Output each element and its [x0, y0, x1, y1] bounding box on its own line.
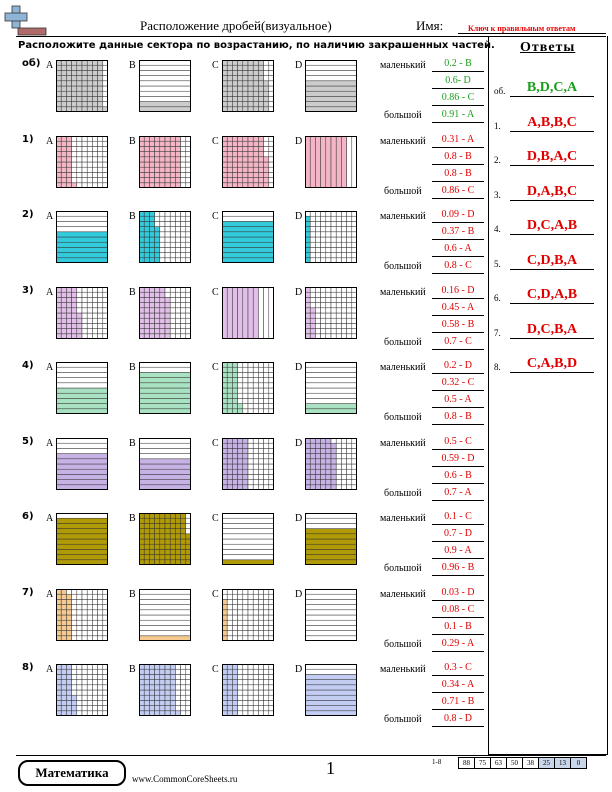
answer-value[interactable]: D,C,A,B [510, 218, 594, 235]
answer-number: 3. [494, 189, 501, 200]
grid-letter: A [46, 664, 54, 675]
name-field[interactable] [458, 33, 606, 34]
fraction-grid [56, 211, 108, 263]
order-answer[interactable]: 0.8 - D [432, 712, 484, 727]
grid-letter: A [46, 588, 54, 600]
answer-number: 8. [494, 362, 501, 372]
fraction-grid [222, 362, 274, 414]
problem-number: 5) [22, 435, 34, 447]
answer-value[interactable]: A,B,B,C [510, 115, 594, 132]
fraction-grid [222, 211, 274, 263]
answer-number: 4. [494, 224, 501, 234]
fraction-grid [305, 664, 357, 716]
order-answer[interactable]: 0.7 - C [432, 335, 484, 350]
fraction-grid [139, 136, 191, 188]
answer-value[interactable]: D,B,A,C [510, 149, 594, 166]
label-small: маленький [380, 135, 426, 147]
problem-number: 6) [22, 511, 34, 522]
order-answer[interactable]: 0.71 - B [432, 695, 484, 710]
score-cell: 13 [554, 757, 571, 769]
order-answer[interactable]: 0.29 - A [432, 637, 484, 652]
instructions: Расположите данные сектора по возрастанию, по наличию закрашенных частей. [18, 40, 495, 51]
fraction-grid [56, 513, 108, 565]
label-large: большой [384, 563, 422, 574]
problem-number: 1) [22, 133, 34, 145]
answer-value[interactable]: C,A,B,D [510, 356, 594, 373]
grid-letter: D [295, 437, 303, 449]
grid-letter: C [212, 211, 219, 222]
order-answer[interactable]: 0.7 - A [432, 486, 484, 501]
fraction-grid [305, 136, 357, 188]
grid-letter: C [212, 437, 219, 449]
fraction-grid [305, 362, 357, 414]
order-answer[interactable]: 0.8 - B [432, 167, 484, 182]
label-large: большой [384, 261, 422, 272]
label-large: большой [384, 487, 422, 499]
label-large: большой [384, 336, 422, 348]
label-small: маленький [380, 513, 426, 524]
fraction-grid [139, 287, 191, 339]
order-answer[interactable]: 0.2 - B [432, 57, 484, 72]
grid-letter: A [46, 513, 54, 524]
label-large: большой [384, 110, 422, 121]
answer-value[interactable]: C,D,A,B [510, 287, 594, 304]
score-range-label: 1-8 [432, 758, 442, 766]
fraction-grid [139, 664, 191, 716]
order-answer[interactable]: 0.5 - C [432, 435, 484, 450]
order-answer[interactable]: 0.31 - A [432, 133, 484, 148]
fraction-grid [305, 438, 357, 490]
order-answer[interactable]: 0.09 - D [432, 208, 484, 223]
fraction-grid [139, 589, 191, 641]
fraction-grid [139, 438, 191, 490]
grid-letter: B [129, 60, 136, 71]
label-small: маленький [380, 664, 426, 675]
grid-letter: B [129, 211, 136, 222]
fraction-grid [305, 60, 357, 112]
fraction-grid [305, 589, 357, 641]
order-answer[interactable]: 0.8 - C [432, 259, 484, 274]
grid-letter: A [46, 437, 54, 449]
answer-value[interactable]: D,C,B,A [510, 322, 594, 339]
grid-letter: C [212, 664, 219, 675]
fraction-grid [139, 211, 191, 263]
problem-number: 8) [22, 662, 34, 673]
grid-letter: C [212, 362, 219, 373]
fraction-grid [222, 438, 274, 490]
bottom-divider [16, 755, 606, 756]
grid-letter: A [46, 60, 54, 71]
fraction-grid [56, 287, 108, 339]
grid-letter: C [212, 588, 219, 600]
fraction-grid [56, 60, 108, 112]
grid-letter: B [129, 135, 136, 147]
order-answer[interactable]: 0.8 - B [432, 150, 484, 165]
answer-number: 7. [494, 327, 501, 338]
label-large: большой [384, 185, 422, 197]
problem-number: об) [22, 58, 41, 69]
order-answer[interactable]: 0.59 - D [432, 452, 484, 467]
order-answer[interactable]: 0.6- D [432, 74, 484, 89]
label-small: маленький [380, 286, 426, 298]
answer-value[interactable]: D,A,B,C [510, 184, 594, 201]
fraction-grid [222, 60, 274, 112]
problem-number: 2) [22, 209, 34, 220]
label-small: маленький [380, 437, 426, 449]
fraction-grid [222, 513, 274, 565]
order-answer[interactable]: 0.6 - A [432, 242, 484, 257]
order-answer[interactable]: 0.58 - B [432, 318, 484, 333]
fraction-grid [56, 136, 108, 188]
label-small: маленький [380, 362, 426, 373]
grid-letter: D [295, 60, 303, 71]
grid-letter: D [295, 588, 303, 600]
grid-letter: C [212, 513, 219, 524]
fraction-grid [139, 362, 191, 414]
order-answer[interactable]: 0.91 - A [432, 108, 484, 123]
answer-number: 2. [494, 155, 501, 165]
order-answer[interactable]: 0.2 - D [432, 359, 484, 374]
score-cell: 38 [522, 757, 539, 769]
label-small: маленький [380, 211, 426, 222]
grid-letter: C [212, 60, 219, 71]
answer-key-label: Ключ к правильным ответам [468, 24, 576, 33]
score-cell: 25 [538, 757, 555, 769]
order-answer[interactable]: 0.6 - B [432, 469, 484, 484]
answer-number: 5. [494, 258, 501, 269]
page-number: 1 [326, 758, 335, 778]
order-answer[interactable]: 0.96 - B [432, 561, 484, 576]
order-answer[interactable]: 0.34 - A [432, 678, 484, 693]
order-answer[interactable]: 0.9 - A [432, 544, 484, 559]
grid-letter: C [212, 135, 219, 147]
score-cell: 88 [458, 757, 475, 769]
fraction-grid [222, 136, 274, 188]
label-small: маленький [380, 60, 426, 71]
fraction-grid [305, 513, 357, 565]
fraction-grid [222, 589, 274, 641]
grid-letter: A [46, 362, 54, 373]
score-cell: 75 [474, 757, 491, 769]
grid-letter: C [212, 286, 219, 298]
fraction-grid [305, 287, 357, 339]
label-large: большой [384, 412, 422, 423]
fraction-grid [222, 287, 274, 339]
order-answer[interactable]: 0.3 - C [432, 661, 484, 676]
site-url: www.CommonCoreSheets.ru [132, 774, 238, 784]
order-answer[interactable]: 0.1 - C [432, 510, 484, 525]
grid-letter: B [129, 513, 136, 524]
fraction-grid [305, 211, 357, 263]
grid-letter: D [295, 286, 303, 298]
label-large: большой [384, 714, 422, 725]
grid-letter: B [129, 286, 136, 298]
label-small: маленький [380, 588, 426, 600]
grid-letter: B [129, 362, 136, 373]
grid-letter: B [129, 588, 136, 600]
site-logo [4, 4, 48, 38]
answer-value[interactable]: C,D,B,A [510, 253, 594, 270]
fraction-grid [56, 589, 108, 641]
page-title: Расположение дробей(визуальное) [140, 18, 332, 33]
score-cell: 50 [506, 757, 523, 769]
order-answer[interactable]: 0.03 - D [432, 586, 484, 601]
problem-number: 3) [22, 284, 34, 296]
answer-number: 1. [494, 120, 501, 131]
score-cell: 63 [490, 757, 507, 769]
grid-letter: B [129, 437, 136, 449]
brand-badge: Математика [18, 760, 126, 786]
order-answer[interactable]: 0.37 - B [432, 225, 484, 240]
grid-letter: D [295, 362, 303, 373]
answers-panel [488, 36, 608, 755]
order-answer[interactable]: 0.86 - C [432, 91, 484, 106]
answer-number: об. [494, 86, 506, 96]
answer-number: 6. [494, 293, 501, 303]
order-answer[interactable]: 0.1 - B [432, 620, 484, 635]
label-large: большой [384, 638, 422, 650]
name-label: Имя: [416, 18, 444, 33]
problem-number: 7) [22, 586, 34, 598]
grid-letter: A [46, 135, 54, 147]
order-answer[interactable]: 0.8 - B [432, 410, 484, 425]
fraction-grid [139, 513, 191, 565]
fraction-grid [222, 664, 274, 716]
grid-letter: D [295, 211, 303, 222]
answer-value[interactable]: B,D,C,A [510, 80, 594, 97]
grid-letter: D [295, 513, 303, 524]
fraction-grid [56, 362, 108, 414]
grid-letter: D [295, 664, 303, 675]
problem-number: 4) [22, 360, 34, 371]
grid-letter: D [295, 135, 303, 147]
answers-title: Ответы [520, 40, 576, 55]
grid-letter: A [46, 286, 54, 298]
order-answer[interactable]: 0.45 - A [432, 301, 484, 316]
fraction-grid [56, 664, 108, 716]
fraction-grid [56, 438, 108, 490]
grid-letter: A [46, 211, 54, 222]
grid-letter: B [129, 664, 136, 675]
order-answer[interactable]: 0.7 - D [432, 527, 484, 542]
order-answer[interactable]: 0.32 - C [432, 376, 484, 391]
order-answer[interactable]: 0.08 - C [432, 603, 484, 618]
order-answer[interactable]: 0.5 - A [432, 393, 484, 408]
fraction-grid [139, 60, 191, 112]
order-answer[interactable]: 0.86 - C [432, 184, 484, 199]
score-cell: 0 [570, 757, 587, 769]
order-answer[interactable]: 0.16 - D [432, 284, 484, 299]
